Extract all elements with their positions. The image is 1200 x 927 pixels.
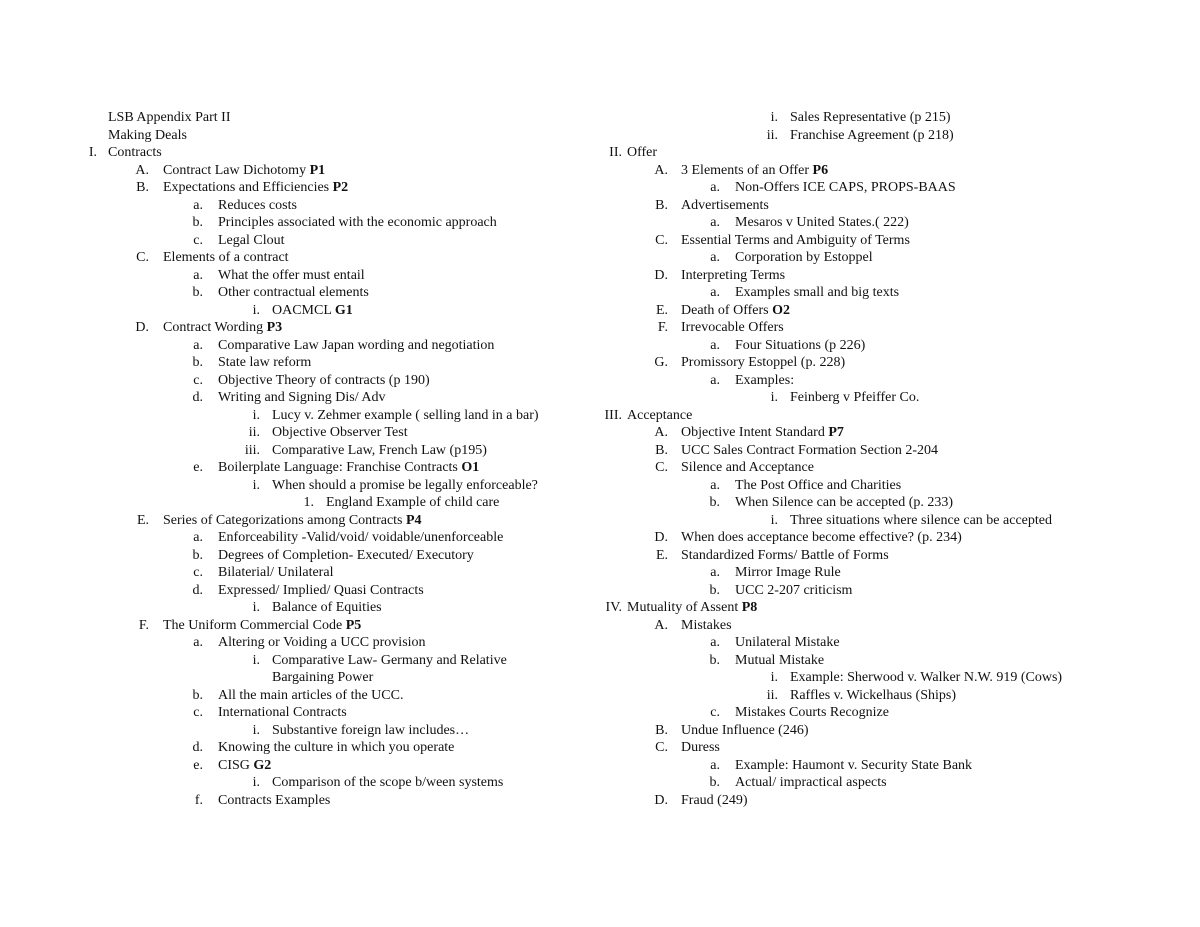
outline-item (0, 284, 1200, 302)
outline-marker: D. (654, 792, 668, 808)
outline-item (0, 337, 1200, 355)
outline-marker: b. (192, 215, 203, 230)
outline-marker: i. (252, 302, 260, 318)
outline-marker: i. (252, 775, 260, 790)
outline-label: Degrees of Completion- Executed/ Executory (218, 547, 474, 563)
outline-label: Mistakes (681, 617, 732, 633)
outline-label: Mutuality of Assent (627, 600, 739, 615)
outline-marker: D. (654, 530, 668, 545)
outline-label: Elements of a contract (163, 250, 289, 265)
outline-item (0, 669, 1200, 687)
outline-marker: i. (770, 110, 778, 125)
outline-item (0, 599, 1200, 617)
outline-right (0, 109, 1200, 809)
outline-item (0, 757, 1200, 775)
outline-label: Example: Sherwood v. Walker N.W. 919 (Cows) (790, 670, 1063, 685)
outline-label: Contract Law Dichotomy (163, 162, 307, 178)
outline-label: Comparative Law- Germany and Relative (272, 652, 507, 668)
outline-item (0, 529, 1200, 547)
outline-item (0, 547, 1200, 565)
outline-marker: b. (709, 652, 720, 668)
outline-text (735, 179, 956, 197)
outline-label: Comparison of the scope b/ween systems (272, 775, 504, 790)
outline-item (0, 704, 1200, 722)
outline-marker: a. (193, 267, 203, 283)
outline-item (0, 267, 1200, 285)
outline-marker: a. (710, 285, 720, 300)
outline-label: When Silence can be accepted (p. 233) (735, 495, 954, 510)
outline-marker: C. (655, 740, 668, 755)
outline-label: Non-Offers ICE CAPS, PROPS-BAAS (735, 180, 956, 195)
outline-marker: c. (193, 232, 203, 248)
outline-label: Examples: (735, 372, 795, 388)
outline-label: Three situations where silence can be accepted (790, 512, 1052, 528)
outline-label: Mirror Image Rule (735, 565, 841, 580)
outline-marker: G. (654, 355, 668, 370)
outline-item (0, 179, 1200, 197)
outline-marker: a. (710, 565, 720, 580)
outline-marker: D. (135, 320, 149, 335)
outline-marker: a. (710, 215, 720, 230)
outline-text (735, 249, 873, 267)
outline-marker: a. (710, 635, 720, 650)
outline-text (735, 494, 953, 512)
outline-page-code: P3 (266, 320, 283, 335)
outline-item (0, 792, 1200, 810)
outline-marker: A. (654, 162, 668, 178)
outline-marker: A. (135, 162, 149, 178)
outline-item (0, 162, 1200, 180)
outline-marker: b. (709, 775, 720, 790)
outline-label: Lucy v. Zehmer example ( selling land in a bar) (272, 407, 539, 423)
outline-label: Series of Categorizations among Contracts (163, 512, 403, 528)
outline-marker: c. (710, 705, 720, 720)
outline-marker: C. (655, 460, 668, 475)
outline-marker: c. (193, 372, 203, 388)
outline-label: Raffles v. Wickelhaus (Ships) (790, 687, 956, 703)
outline-label: Comparative Law, French Law (p195) (272, 442, 487, 458)
outline-marker: b. (709, 495, 720, 510)
outline-marker: a. (193, 530, 203, 545)
outline-marker: c. (193, 565, 203, 580)
outline-item (0, 354, 1200, 372)
outline-marker: b. (192, 355, 203, 370)
outline-label: The Uniform Commercial Code (163, 617, 343, 633)
outline-marker: E. (655, 547, 668, 563)
outline-item (0, 389, 1200, 407)
header-subtitle: Making Deals (108, 127, 187, 143)
outline-label: Interpreting Terms (681, 267, 786, 283)
outline-text (681, 722, 809, 740)
outline-text (735, 704, 889, 722)
outline-marker: i. (252, 722, 260, 738)
outline-label: Death of Offers (681, 302, 769, 318)
outline-item (0, 617, 1200, 635)
outline-label: Unilateral Mistake (735, 635, 840, 650)
outline-label: England Example of child care (326, 495, 500, 510)
outline-text (681, 547, 889, 565)
outline-label: Standardized Forms/ Battle of Forms (681, 547, 889, 563)
outline-item (0, 109, 1200, 127)
outline-label: Mistakes Courts Recognize (735, 705, 889, 720)
outline-label: State law reform (218, 355, 312, 370)
outline-marker: C. (655, 232, 668, 248)
outline-label: Comparative Law Japan wording and negotiation (218, 337, 495, 353)
outline-label: When should a promise be legally enforceable? (272, 477, 538, 493)
outline-text (735, 284, 899, 302)
outline-label: Legal Clout (218, 232, 285, 248)
outline-label: Contract Wording (163, 320, 264, 335)
outline-marker: e. (193, 460, 203, 475)
outline-marker: b. (192, 285, 203, 300)
outline-marker: I. (88, 145, 97, 160)
outline-label: OACMCL (272, 302, 332, 318)
outline-marker: a. (710, 180, 720, 195)
outline-text (681, 442, 938, 460)
outline-marker: III. (604, 407, 622, 423)
outline-marker: C. (136, 250, 149, 265)
outline-marker: i. (252, 600, 260, 615)
outline-page-code: P5 (345, 617, 362, 633)
outline-item (0, 249, 1200, 267)
outline-marker: ii. (766, 127, 778, 143)
outline-marker: E. (655, 302, 668, 318)
outline-label: Fraud (249) (681, 792, 748, 808)
outline-label: Writing and Signing Dis/ Adv (218, 390, 386, 405)
outline-page-code: P2 (332, 180, 349, 195)
outline-label: Substantive foreign law includes… (272, 722, 470, 738)
outline-text (681, 232, 910, 250)
outline-text (735, 634, 840, 652)
outline-label: Promissory Estoppel (p. 228) (681, 355, 846, 370)
outline-label: Actual/ impractical aspects (735, 775, 887, 790)
outline-page-code: P4 (406, 512, 422, 528)
outline-label: Example: Haumont v. Security State Bank (735, 757, 973, 773)
outline-marker: B. (655, 197, 668, 213)
outline-marker: b. (192, 547, 203, 563)
outline-text (681, 319, 784, 337)
outline-item (0, 424, 1200, 442)
outline-text (790, 669, 1062, 687)
outline-label: UCC Sales Contract Formation Section 2-204 (681, 442, 939, 458)
outline-text (681, 617, 732, 635)
outline-label: International Contracts (218, 705, 347, 720)
outline-text (681, 197, 769, 215)
outline-marker: i. (770, 670, 778, 685)
outline-label: Reduces costs (218, 197, 297, 213)
outline-marker: E. (136, 512, 149, 528)
outline-marker: d. (192, 582, 203, 598)
outline-label: Four Situations (p 226) (735, 337, 866, 353)
outline-label: Advertisements (681, 197, 769, 213)
outline-label: Offer (627, 145, 658, 160)
outline-marker: i. (770, 512, 778, 528)
outline-marker: b. (192, 687, 203, 703)
outline-text (627, 144, 657, 162)
outline-text (681, 459, 814, 477)
outline-item (0, 197, 1200, 215)
outline-marker: F. (138, 617, 149, 633)
outline-marker: b. (709, 582, 720, 598)
outline-label: What the offer must entail (218, 267, 365, 283)
outline-text (735, 337, 865, 355)
outline-item (0, 512, 1200, 530)
outline-marker: ii. (766, 687, 778, 703)
outline-text (735, 564, 841, 582)
outline-label: Enforceability -Valid/void/ voidable/unenforceable (218, 530, 504, 545)
outline-label: The Post Office and Charities (735, 477, 902, 493)
right-column (0, 109, 1200, 809)
outline-text (681, 424, 844, 442)
outline-text (790, 127, 954, 145)
outline-label: Corporation by Estoppel (735, 250, 873, 265)
outline-item (0, 214, 1200, 232)
outline-label: Objective Observer Test (272, 425, 408, 440)
outline-item (0, 494, 1200, 512)
header-title: LSB Appendix Part II (108, 110, 231, 125)
outline-text (790, 389, 919, 407)
outline-marker: 1. (303, 495, 314, 510)
outline-label: Acceptance (627, 407, 693, 423)
outline-label: Principles associated with the economic approach (218, 215, 497, 230)
outline-label: CISG (218, 757, 250, 773)
outline-text (681, 267, 785, 285)
outline-text (627, 407, 692, 425)
outline-item (0, 232, 1200, 250)
outline-label: Balance of Equities (272, 600, 382, 615)
outline-text (735, 477, 901, 495)
outline-label: Boilerplate Language: Franchise Contracts (218, 460, 458, 475)
outline-marker: B. (655, 722, 668, 738)
outline-label: Expressed/ Implied/ Quasi Contracts (218, 582, 424, 598)
outline-label: Objective Theory of contracts (p 190) (218, 372, 430, 388)
outline-label: Undue Influence (246) (681, 722, 809, 738)
outline-item (0, 302, 1200, 320)
outline-text (681, 162, 828, 180)
outline-marker: e. (193, 757, 203, 773)
outline-item (0, 687, 1200, 705)
outline-label: Silence and Acceptance (681, 460, 814, 475)
outline-marker: i. (252, 477, 260, 493)
outline-label: Essential Terms and Ambiguity of Terms (681, 232, 910, 248)
outline-text (735, 372, 794, 390)
outline-marker: II. (609, 145, 622, 160)
outline-marker: a. (193, 337, 203, 353)
outline-page-code: O2 (772, 302, 790, 318)
outline-marker: i. (770, 390, 778, 405)
outline-label: Bilaterial/ Unilateral (218, 565, 334, 580)
outline-text (735, 652, 824, 670)
outline-marker: iii. (244, 442, 260, 458)
outline-page-code: P8 (741, 600, 758, 615)
outline-text (681, 792, 748, 810)
outline-label: Contracts (108, 145, 162, 160)
outline-label: Expectations and Efficiencies (163, 180, 330, 195)
outline-item (0, 739, 1200, 757)
outline-marker: a. (710, 757, 720, 773)
outline-page-code: P7 (828, 425, 844, 440)
outline-page-code: P6 (812, 162, 829, 178)
outline-item (0, 127, 1200, 145)
outline-marker: i. (252, 652, 260, 668)
outline-label: All the main articles of the UCC. (218, 687, 404, 703)
outline-text (681, 739, 720, 757)
outline-text (790, 109, 951, 127)
outline-marker: A. (654, 425, 668, 440)
outline-label: Franchise Agreement (p 218) (790, 127, 954, 143)
outline-text (790, 512, 1052, 530)
outline-text (735, 582, 852, 600)
outline-label: Altering or Voiding a UCC provision (218, 635, 426, 650)
outline-label: UCC 2-207 criticism (735, 582, 853, 598)
outline-item (0, 144, 1200, 162)
outline-item (0, 634, 1200, 652)
outline-marker: B. (136, 180, 149, 195)
outline-label: Feinberg v Pfeiffer Co. (790, 390, 920, 405)
outline-label: Contracts Examples (218, 792, 331, 808)
outline-page-code: O1 (461, 460, 480, 475)
outline-text (681, 302, 790, 320)
outline-marker: i. (252, 407, 260, 423)
outline-item (0, 372, 1200, 390)
outline-marker: c. (193, 705, 203, 720)
outline-marker: d. (192, 390, 203, 405)
outline-text (681, 354, 845, 372)
outline-marker: B. (655, 442, 668, 458)
outline-text (790, 687, 956, 705)
outline-marker: ii. (248, 425, 260, 440)
outline-marker: a. (193, 635, 203, 650)
outline-label: When does acceptance become effective? (p. 234) (681, 530, 962, 545)
outline-item (0, 564, 1200, 582)
outline-label: 3 Elements of an Offer (681, 162, 810, 178)
outline-item (0, 477, 1200, 495)
outline-page-code: G1 (334, 302, 353, 318)
outline-text (681, 529, 962, 547)
outline-label: Knowing the culture in which you operate (218, 740, 455, 755)
outline-marker: a. (193, 197, 203, 213)
outline-marker: f. (194, 792, 203, 808)
outline-label: Examples small and big texts (735, 285, 900, 300)
outline-marker: a. (710, 372, 720, 388)
outline-marker: D. (654, 267, 668, 283)
outline-item (0, 407, 1200, 425)
outline-marker: a. (710, 477, 720, 493)
outline-label: Mesaros v United States.( 222) (735, 215, 909, 230)
outline-marker: A. (654, 617, 668, 633)
outline-label: Mutual Mistake (735, 652, 825, 668)
outline-item (0, 582, 1200, 600)
outline-item (0, 319, 1200, 337)
outline-text (735, 757, 972, 775)
outline-label: Bargaining Power (272, 670, 374, 685)
outline-page-code: P1 (309, 162, 326, 178)
outline-marker: a. (710, 250, 720, 265)
outline-marker: IV. (605, 600, 622, 615)
outline-text (627, 599, 757, 617)
outline-label: Duress (681, 740, 720, 755)
outline-label: Other contractual elements (218, 285, 369, 300)
outline-label: Objective Intent Standard (681, 425, 825, 440)
outline-item (0, 459, 1200, 477)
outline-text (735, 214, 909, 232)
outline-label: Irrevocable Offers (681, 320, 784, 335)
outline-marker: a. (710, 337, 720, 353)
outline-label: Sales Representative (p 215) (790, 110, 951, 125)
outline-page-code: G2 (253, 757, 272, 773)
outline-marker: F. (657, 320, 668, 335)
outline-marker: d. (192, 740, 203, 755)
outline-item (0, 442, 1200, 460)
outline-item (0, 722, 1200, 740)
outline-text (735, 774, 887, 792)
outline-item (0, 652, 1200, 670)
outline-item (0, 774, 1200, 792)
